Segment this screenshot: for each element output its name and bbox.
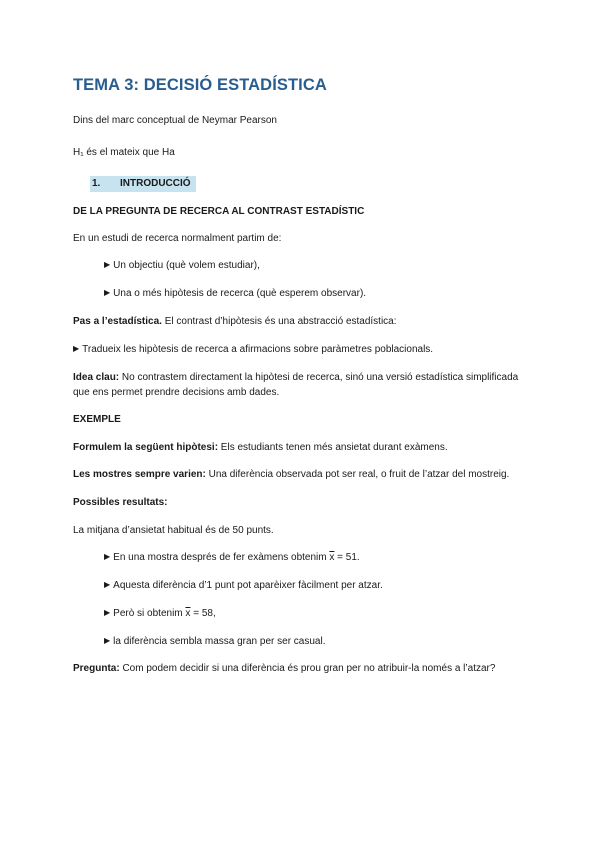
triangle-bullet-icon: ▶: [104, 608, 111, 617]
idea-bold: Idea clau:: [73, 372, 120, 383]
question-bold: Pregunta:: [73, 663, 120, 674]
subheading: DE LA PREGUNTA DE RECERCA AL CONTRAST ESTADÍSTIC: [73, 206, 365, 217]
triangle-bullet-icon: ▶: [73, 344, 80, 353]
triangle-bullet-icon: ▶: [104, 636, 111, 645]
sample-mean-symbol: $\overline{x}$: [185, 608, 191, 619]
triangle-bullet-icon: ▶: [104, 288, 111, 297]
hypothesis-text: Els estudiants tenen més ansietat durant exàmens.: [218, 442, 448, 453]
research-bullet: ▶ Un objectiu (què volem estudiar),: [104, 260, 260, 271]
section-number: 1.: [92, 178, 101, 189]
idea-paragraph-continued: que ens permet prendre decisions amb dades.: [73, 387, 280, 398]
intro-line-framework: Dins del marc conceptual de Neymar Pearson: [73, 115, 277, 126]
pas-paragraph: [73, 315, 397, 329]
question-paragraph: [73, 662, 495, 676]
hypothesis-bold: Formulem la següent hipòtesi:: [73, 442, 219, 453]
research-bullet: ▶ Una o més hipòtesis de recerca (què esperem observar).: [104, 288, 367, 299]
section-label: INTRODUCCIÓ: [120, 178, 191, 189]
samples-text: Una diferència observada pot ser real, o fruit de l’atzar del mostreig.: [205, 469, 510, 480]
result-bullet: ▶ Aquesta diferència d’1 punt pot aparèixer fàcilment per atzar.: [104, 580, 383, 591]
example-heading: EXEMPLE: [73, 414, 121, 425]
pas-text: El contrast d’hipòtesis és una abstracció estadística:: [161, 316, 397, 327]
possible-results-heading: Possibles resultats:: [73, 497, 168, 508]
idea-text: No contrastem directament la hipòtesi de recerca, sinó una versió estadística simplificada: [119, 372, 519, 383]
research-intro: En un estudi de recerca normalment partim de:: [73, 233, 282, 244]
result-bullet: ▶ Però si obtenim $\overline{x} = 58$,: [104, 608, 216, 619]
result-bullet: ▶ En una mostra després de fer exàmens obtenim $\overline{x} = 51$.: [104, 552, 360, 563]
section-heading: [90, 176, 196, 192]
samples-paragraph: [73, 468, 509, 482]
page-title: TEMA 3: DECISIÓ ESTADÍSTICA: [73, 76, 327, 94]
result-bullet: ▶ la diferència sembla massa gran per ser casual.: [104, 636, 326, 647]
triangle-bullet-icon: ▶: [104, 580, 111, 589]
baseline-paragraph: La mitjana d’ansietat habitual és de 50 punts.: [73, 525, 274, 536]
hypothesis-paragraph: [73, 441, 448, 455]
question-text: Com podem decidir si una diferència és prou gran per no atribuir-la només a l’atzar?: [119, 663, 496, 674]
triangle-bullet-icon: ▶: [104, 260, 111, 269]
triangle-bullet-icon: ▶: [104, 552, 111, 561]
pas-bullet: ▶ Tradueix les hipòtesis de recerca a afirmacions sobre paràmetres poblacionals.: [73, 344, 434, 355]
intro-line-hypothesis: H₁ és el mateix que Ha: [73, 147, 175, 158]
pas-bold: Pas a l’estadística.: [73, 316, 162, 327]
idea-paragraph: [73, 371, 518, 385]
sample-mean-symbol: $\overline{x}$: [329, 552, 335, 563]
samples-bold: Les mostres sempre varien:: [73, 469, 206, 480]
